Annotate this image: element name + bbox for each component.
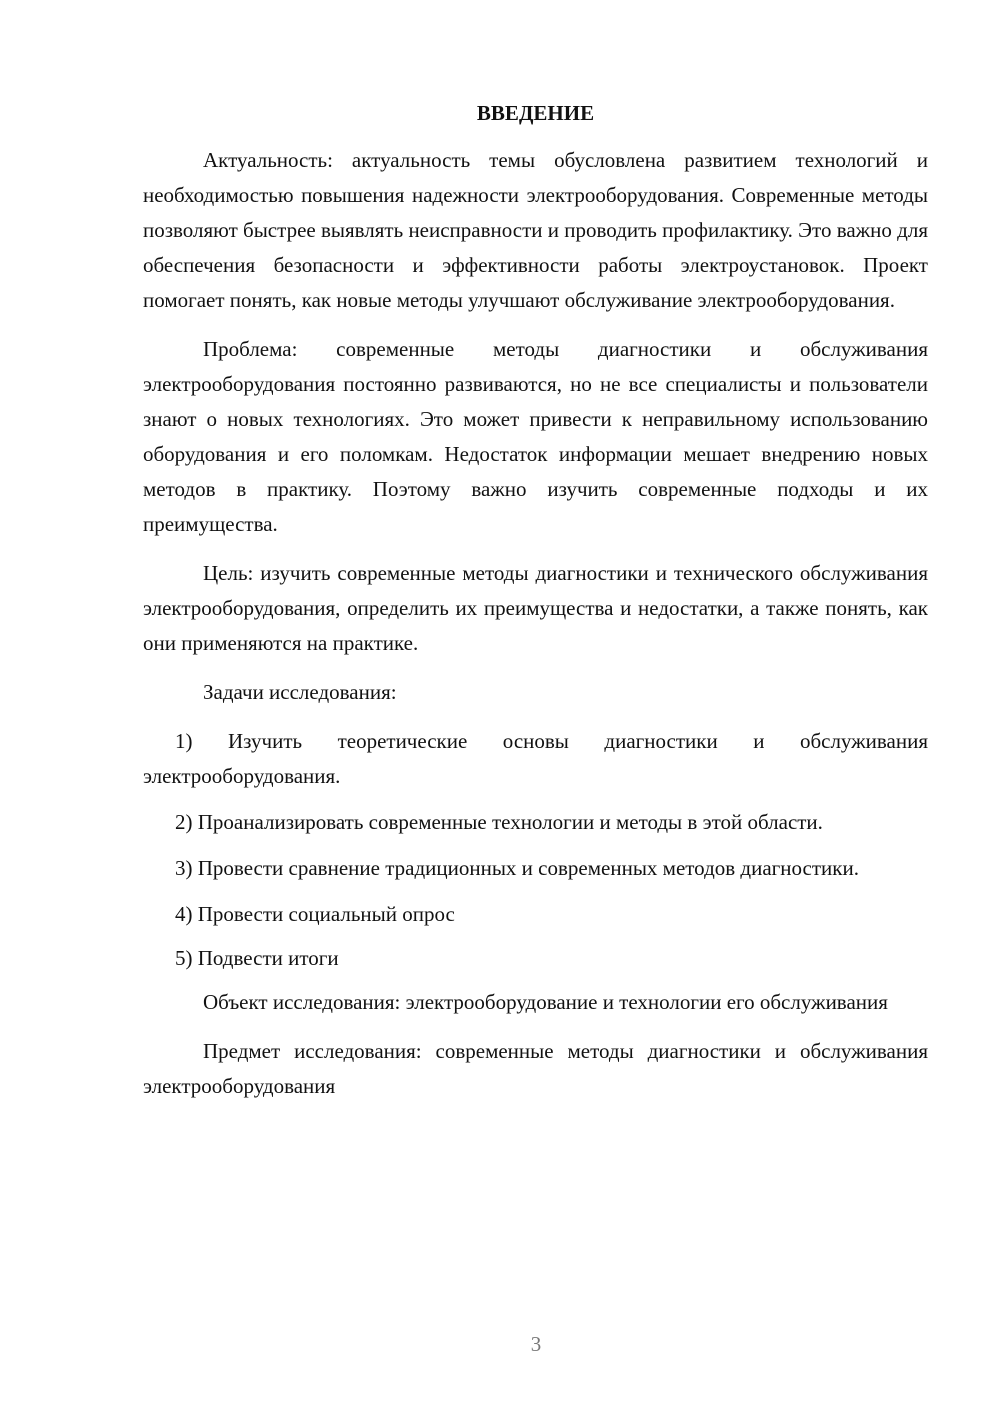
goal-paragraph: Цель: изучить современные методы диагностики и технического обслуживания электрооборудования, определить их преимущества и недостатки, а также понять, как они применяются на практике. — [143, 561, 928, 655]
tasks-heading: Задачи исследования: — [203, 680, 397, 704]
object-paragraph: Объект исследования: электрооборудование и технологии его обслуживания — [203, 990, 888, 1014]
task-item-5: 5) Подвести итоги — [175, 946, 339, 970]
subject-paragraph: Предмет исследования: современные методы диагностики и обслуживания электрооборудования — [143, 1039, 928, 1098]
task-item-2: 2) Проанализировать современные технологии и методы в этой области. — [175, 810, 823, 834]
page-title: ВВЕДЕНИЕ — [476, 101, 595, 125]
task-item-1: 1) Изучить теоретические основы диагностики и обслуживания электрооборудования. — [143, 729, 928, 788]
problem-paragraph: Проблема: современные методы диагностики и обслуживания электрооборудования постоянно развиваются, но не все специалисты и пользователи знают о новых технологиях. Это может привести к неправильному использованию оборудования и его поломкам. Недостаток информации мешает внедрению новых методов в практику. Поэтому важно изучить современные подходы и их преимущества. — [143, 337, 928, 536]
task-item-4: 4) Провести социальный опрос — [175, 902, 455, 926]
task-item-3: 3) Провести сравнение традиционных и современных методов диагностики. — [175, 856, 859, 880]
relevance-paragraph: Актуальность: актуальность темы обусловлена развитием технологий и необходимостью повышения надежности электрооборудования. Современные методы позволяют быстрее выявлять неисправности и проводить профилактику. Это важно для обеспечения безопасности и эффективности работы электроустановок. Проект помогает понять, как новые методы улучшают обслуживание электрооборудования. — [143, 148, 928, 312]
page-number: 3 — [530, 1332, 542, 1356]
page-content — [143, 96, 928, 1118]
